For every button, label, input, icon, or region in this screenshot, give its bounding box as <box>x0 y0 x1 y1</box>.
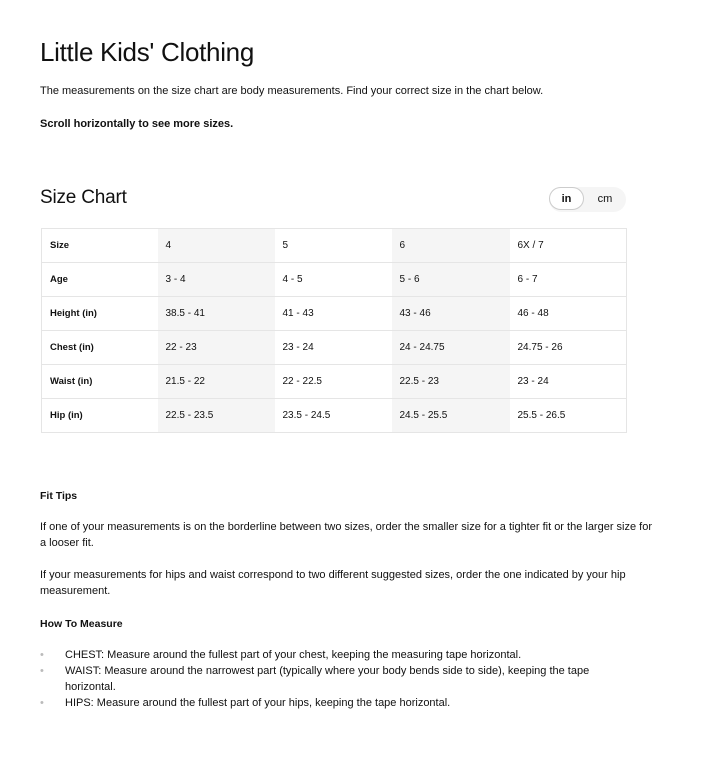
unit-in-button[interactable]: in <box>549 187 584 210</box>
row-label: Height (in) <box>42 297 158 331</box>
table-cell: 22.5 - 23 <box>392 365 510 399</box>
how-to-measure-list <box>40 647 640 711</box>
table-row-height <box>42 297 627 331</box>
row-label: Size <box>42 229 158 263</box>
row-label: Hip (in) <box>42 399 158 433</box>
table-cell: 6 - 7 <box>510 263 627 297</box>
table-cell: 4 <box>158 229 275 263</box>
list-item <box>40 647 640 663</box>
table-cell: 41 - 43 <box>275 297 392 331</box>
table-cell: 24 - 24.75 <box>392 331 510 365</box>
table-cell: 24.75 - 26 <box>510 331 627 365</box>
row-label: Waist (in) <box>42 365 158 399</box>
table-cell: 23 - 24 <box>275 331 392 365</box>
table-cell: 4 - 5 <box>275 263 392 297</box>
row-label: Age <box>42 263 158 297</box>
table-cell: 23.5 - 24.5 <box>275 399 392 433</box>
table-cell: 22.5 - 23.5 <box>158 399 275 433</box>
table-row-chest <box>42 331 627 365</box>
row-label: Chest (in) <box>42 331 158 365</box>
page-title: Little Kids' Clothing <box>40 37 255 67</box>
fit-tips-heading: Fit Tips <box>40 490 78 502</box>
table-cell: 38.5 - 41 <box>158 297 275 331</box>
list-item-text: WAIST: Measure around the narrowest part (typically where your body bends side to side), keeping the tape horizontal. <box>65 665 590 693</box>
table-row-age <box>42 263 627 297</box>
bullet-icon: • <box>40 649 44 661</box>
table-row-hip <box>42 399 627 433</box>
table-row-waist <box>42 365 627 399</box>
size-chart-table[interactable] <box>41 228 627 433</box>
table-cell: 24.5 - 25.5 <box>392 399 510 433</box>
table-cell: 5 <box>275 229 392 263</box>
size-chart-title: Size Chart <box>40 187 127 208</box>
table-cell: 22 - 23 <box>158 331 275 365</box>
scroll-note: Scroll horizontally to see more sizes. <box>40 118 234 130</box>
list-item-text: HIPS: Measure around the fullest part of your hips, keeping the tape horizontal. <box>65 697 451 709</box>
table-row-size <box>42 229 627 263</box>
list-item <box>40 663 640 695</box>
table-cell: 25.5 - 26.5 <box>510 399 627 433</box>
table-cell: 22 - 22.5 <box>275 365 392 399</box>
table-cell: 23 - 24 <box>510 365 627 399</box>
list-item <box>40 695 640 711</box>
bullet-icon: • <box>40 697 44 709</box>
table-cell: 46 - 48 <box>510 297 627 331</box>
fit-tip-paragraph: If your measurements for hips and waist correspond to two different suggested sizes, order the one indicated by your hip measurement. <box>40 569 626 597</box>
table-cell: 3 - 4 <box>158 263 275 297</box>
bullet-icon: • <box>40 665 44 677</box>
how-to-measure-heading: How To Measure <box>40 618 123 630</box>
table-cell: 21.5 - 22 <box>158 365 275 399</box>
fit-tip-paragraph: If one of your measurements is on the borderline between two sizes, order the smaller size for a tighter fit or the larger size for a looser fit. <box>40 521 653 549</box>
table-cell: 43 - 46 <box>392 297 510 331</box>
list-item-text: CHEST: Measure around the fullest part of your chest, keeping the measuring tape horizontal. <box>65 649 522 661</box>
table-cell: 5 - 6 <box>392 263 510 297</box>
table-cell: 6 <box>392 229 510 263</box>
unit-toggle <box>549 187 626 212</box>
unit-cm-button[interactable]: cm <box>586 187 624 212</box>
intro-text: The measurements on the size chart are body measurements. Find your correct size in the chart below. <box>40 85 544 97</box>
table-cell: 6X / 7 <box>510 229 627 263</box>
